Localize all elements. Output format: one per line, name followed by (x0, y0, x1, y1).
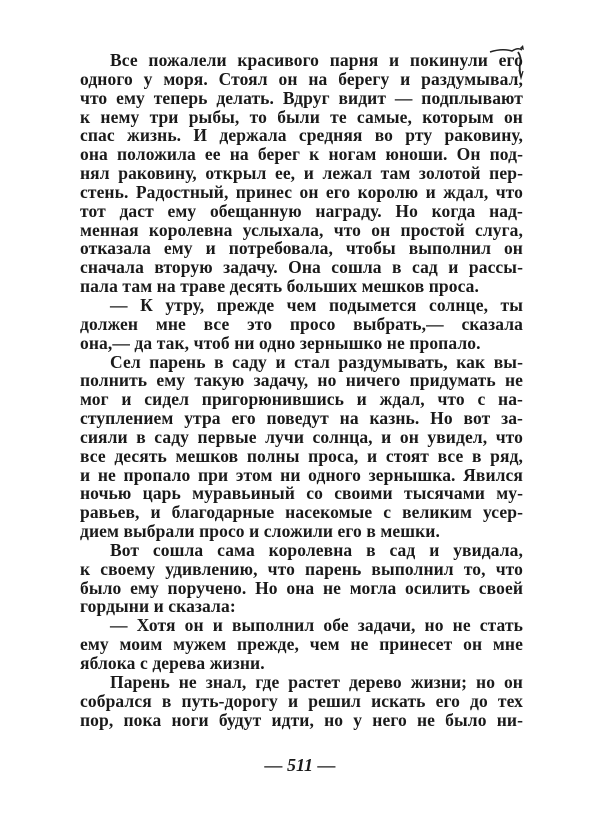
text-line: должен мне все это просо выбрать,— сказала (80, 313, 523, 334)
paragraph (80, 616, 523, 673)
text-line: Парень не знал, где растет дерево жизни; но он (110, 671, 523, 692)
text-line: мог и сидел пригорюнившись и ждал, что с на- (80, 389, 523, 410)
text-line: Сел парень в саду и стал раздумывать, как вы- (110, 351, 523, 372)
text-line: ночью царь муравьиный со своими тысячами му- (80, 483, 523, 504)
text-line: пала там на траве десять больших мешков проса. (80, 276, 479, 297)
text-line: спас жизнь. И держала средняя во рту раковину, (80, 125, 523, 146)
paragraph (80, 353, 523, 541)
text-line: и не пропало при этом ни одного зернышка. Явился (80, 464, 523, 485)
text-line: к своему удивлению, что парень выполнил то, что (80, 558, 523, 579)
text-line: собрался в путь-дорогу и решил искать его до тех (80, 690, 523, 711)
text-line: яблока с дерева жизни. (80, 653, 265, 673)
text-line: было ему поручено. Но она не могла осилить своей (80, 577, 523, 598)
text-line: отказала ему и потребовала, чтобы выполнил он (80, 238, 523, 259)
paragraph (80, 296, 523, 353)
book-page-body (80, 51, 523, 729)
text-line: Вот сошла сама королевна в сад и увидала, (110, 539, 523, 560)
text-line: — К утру, прежде чем подымется солнце, ты (110, 294, 523, 315)
text-line: полнить ему такую задачу, но ничего придумать не (80, 370, 523, 391)
text-line: дием выбрали просо и сложили его в мешки. (80, 521, 440, 542)
text-line: Все пожалели красивого парня и покинули его (110, 50, 523, 70)
text-line: к нему три рыбы, то были те самые, которым он (80, 106, 523, 127)
text-line: одного у моря. Стоял он на берегу и раздумывал, (80, 68, 523, 89)
text-line: — Хотя он и выполнил обе задачи, но не стать (110, 615, 523, 636)
text-line: ступлением утра его поведут на казнь. Но вот за- (80, 408, 523, 429)
paragraph (80, 673, 523, 730)
text-line: равьев, и благодарные насекомые с великим усер- (80, 502, 523, 523)
text-line: она,— да так, чтоб ни одно зернышко не пропало. (80, 332, 481, 353)
text-line: тот даст ему обещанную награду. Но когда над- (80, 200, 523, 221)
text-line: нял раковину, открыл ее, и лежал там золотой пер- (80, 163, 523, 184)
text-line: все десять мешков полны проса, и стоят все в ряд, (80, 445, 523, 466)
text-line: стень. Радостный, принес он его королю и ждал, что (80, 181, 523, 202)
text-line: гордыни и сказала: (80, 596, 236, 617)
text-line: пор, пока ноги будут идти, но у него не было ни- (80, 709, 523, 730)
text-line: менная королевна услыхала, что он простой слуга, (80, 219, 523, 240)
text-line: она положила ее на берег к ногам юноши. Он под- (80, 144, 523, 165)
page-number: — 511 — (264, 755, 336, 775)
paragraph (80, 51, 523, 296)
text-line: сначала вторую задачу. Она сошла в сад и рассы- (80, 257, 523, 278)
text-line: сияли в саду первые лучи солнца, и он увидел, что (80, 426, 523, 447)
text-line: ему моим мужем прежде, чем не принесет он мне (80, 634, 523, 655)
text-line: что ему теперь делать. Вдруг видит — подплывают (80, 87, 523, 108)
paragraph (80, 541, 523, 616)
